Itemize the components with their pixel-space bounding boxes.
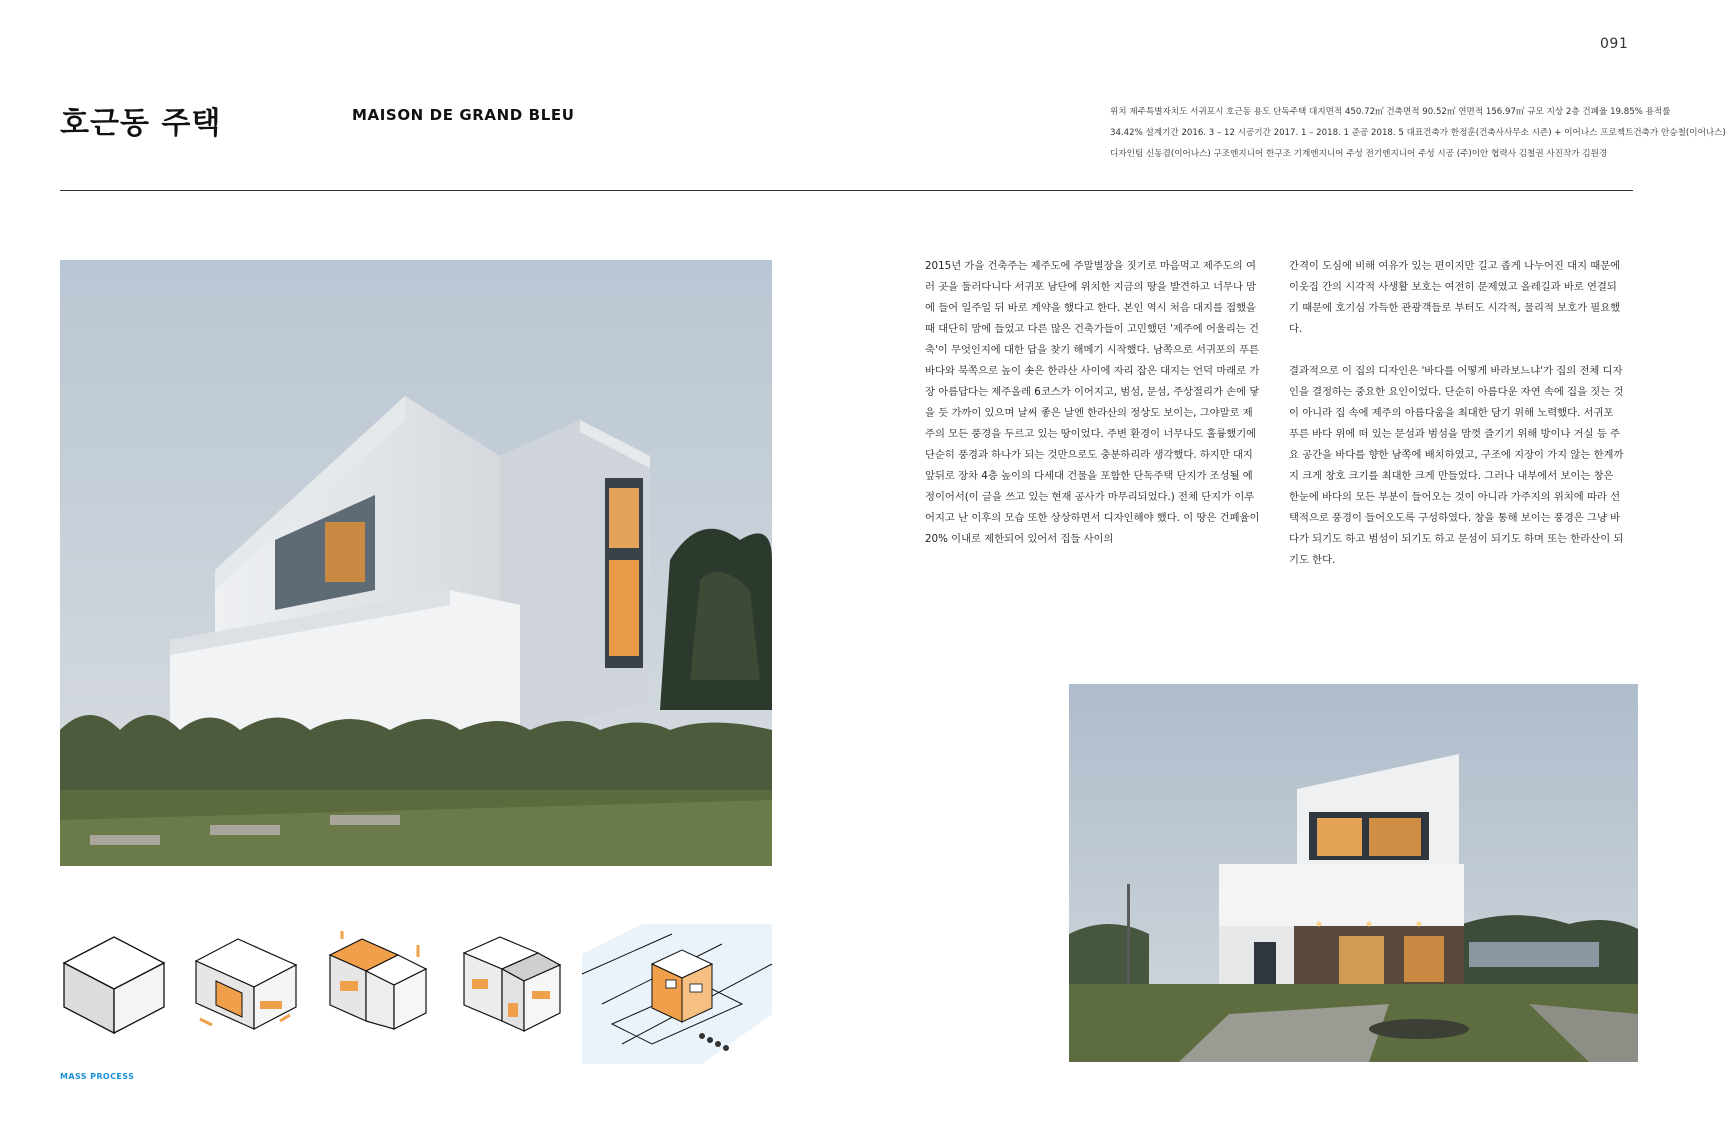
mass-process-diagram-4 bbox=[454, 925, 566, 1040]
mass-process-diagram-3 bbox=[322, 925, 434, 1040]
project-info bbox=[1110, 102, 1726, 165]
house-rear-exterior-photo bbox=[1069, 684, 1638, 1062]
mass-process-caption: MASS PROCESS bbox=[60, 1072, 135, 1081]
project-info-line: 디자인팀 신동겸(이어나스) 구조엔지니어 한구조 기계엔지니어 주성 전기엔지니어 주성 시공 (주)이안 협력사 김철권 사진작가 김원경 bbox=[1110, 149, 1608, 159]
project-info-line: 34.42% 설계기간 2016. 3 – 12 시공기간 2017. 1 – 2018. 1 준공 2018. 5 대표건축가 한정훈(건축사사무소 시즌) + 이어나스 프로젝트건축가 안승철(이어나스) bbox=[1110, 128, 1726, 138]
page-number: 091 bbox=[1600, 36, 1629, 52]
main-house-photo bbox=[60, 260, 772, 866]
small-house-photo bbox=[1069, 684, 1638, 1062]
body-text-column-1 bbox=[925, 256, 1261, 571]
body-paragraph: 2015년 가을 건축주는 제주도에 주말별장을 짓기로 마음먹고 제주도의 여러 곳을 둘러다니다 서귀포 남단에 위치한 지금의 땅을 발견하고 너무나 맘에 들어 일주일 뒤 바로 계약을 했다고 한다. 본인 역시 처음 대지를 접했을 때 대단히 맘에 들었고 다른 많은 건축가들이 고민했던 '제주에 어울리는 건축'이 무엇인지에 대한 답을 찾기 해메기 시작했다. 남쪽으로 서귀포의 푸른 바다와 북쪽으로 높이 솟은 한라산 사이에 자리 잡은 대지는 언덕 마래로 가장 아름답다는 제주올레 6코스가 이어지고, 범섬, 문섬, 주상절리가 손에 닿을 듯 가까이 있으며 날씨 좋은 날엔 한라산의 정상도 보이는, 그야말로 제주의 모든 풍경을 두르고 있는 땅이었다. 주변 환경이 너무나도 훌륭했기에 단순히 풍경과 하나가 되는 것만으로도 충분하리라 생각했다. 하지만 대지 앞뒤로 장차 4층 높이의 다세대 건물을 포함한 단독주택 단지가 조성될 예정이어서(이 글을 쓰고 있는 현재 공사가 마무리되었다.) 전체 단지가 이루어지고 난 이후의 모습 또한 상상하면서 디자인해야 했다. 이 땅은 건폐율이 20% 이내로 제한되어 있어서 집들 사이의 bbox=[925, 260, 1260, 545]
title-korean: 호근동 주택 bbox=[60, 106, 222, 141]
mass-process-site-axonometric bbox=[582, 924, 772, 1064]
mass-process-diagram-2 bbox=[190, 925, 302, 1040]
project-info-line: 위치 제주특별자치도 서귀포시 호근동 용도 단독주택 대지면적 450.72㎡ 건축면적 90.52㎡ 연면적 156.97㎡ 규모 지상 2층 건폐율 19.85% 용적률 bbox=[1110, 107, 1671, 117]
title-english: MAISON DE GRAND BLEU bbox=[352, 106, 575, 124]
body-text-column-2 bbox=[1289, 256, 1625, 592]
house-exterior-dusk-photo bbox=[60, 260, 772, 866]
body-paragraph: 결과적으로 이 집의 디자인은 '바다를 어떻게 바라보느냐'가 집의 전체 디자인을 결정하는 중요한 요인이었다. 단순히 아름다운 자연 속에 집을 짓는 것이 아니라 집 속에 제주의 아름다움을 최대한 담기 위해 노력했다. 서귀포 푸른 바다 위에 떠 있는 문섬과 범섬을 맘껏 즐기기 위해 방이나 거실 등 주요 공간을 바다를 향한 남쪽에 배치하였고, 구조에 지장이 가지 않는 한계까지 크게 창호 크기를 최대한 크게 만들었다. 그러나 내부에서 보이는 창은 한눈에 바다의 모든 부분이 들어오는 것이 아니라 가주지의 위치에 따라 선택적으로 풍경이 들어오도록 구성하였다. 창을 통해 보이는 풍경은 그냥 바다가 되기도 하고 범섬이 되기도 하고 문섬이 되기도 하며 또는 한라산이 되기도 한다. bbox=[1289, 365, 1624, 566]
body-paragraph: 간격이 도심에 비해 여유가 있는 편이지만 길고 좁게 나누어진 대지 때문에 이웃집 간의 시각적 사생활 보호는 여전히 문제였고 올레길과 바로 연결되기 때문에 호기심 가득한 관광객들로 부터도 시각적, 물리적 보호가 필요했다. bbox=[1289, 260, 1621, 335]
header-divider bbox=[60, 190, 1633, 191]
mass-process-diagram-1 bbox=[58, 925, 170, 1040]
